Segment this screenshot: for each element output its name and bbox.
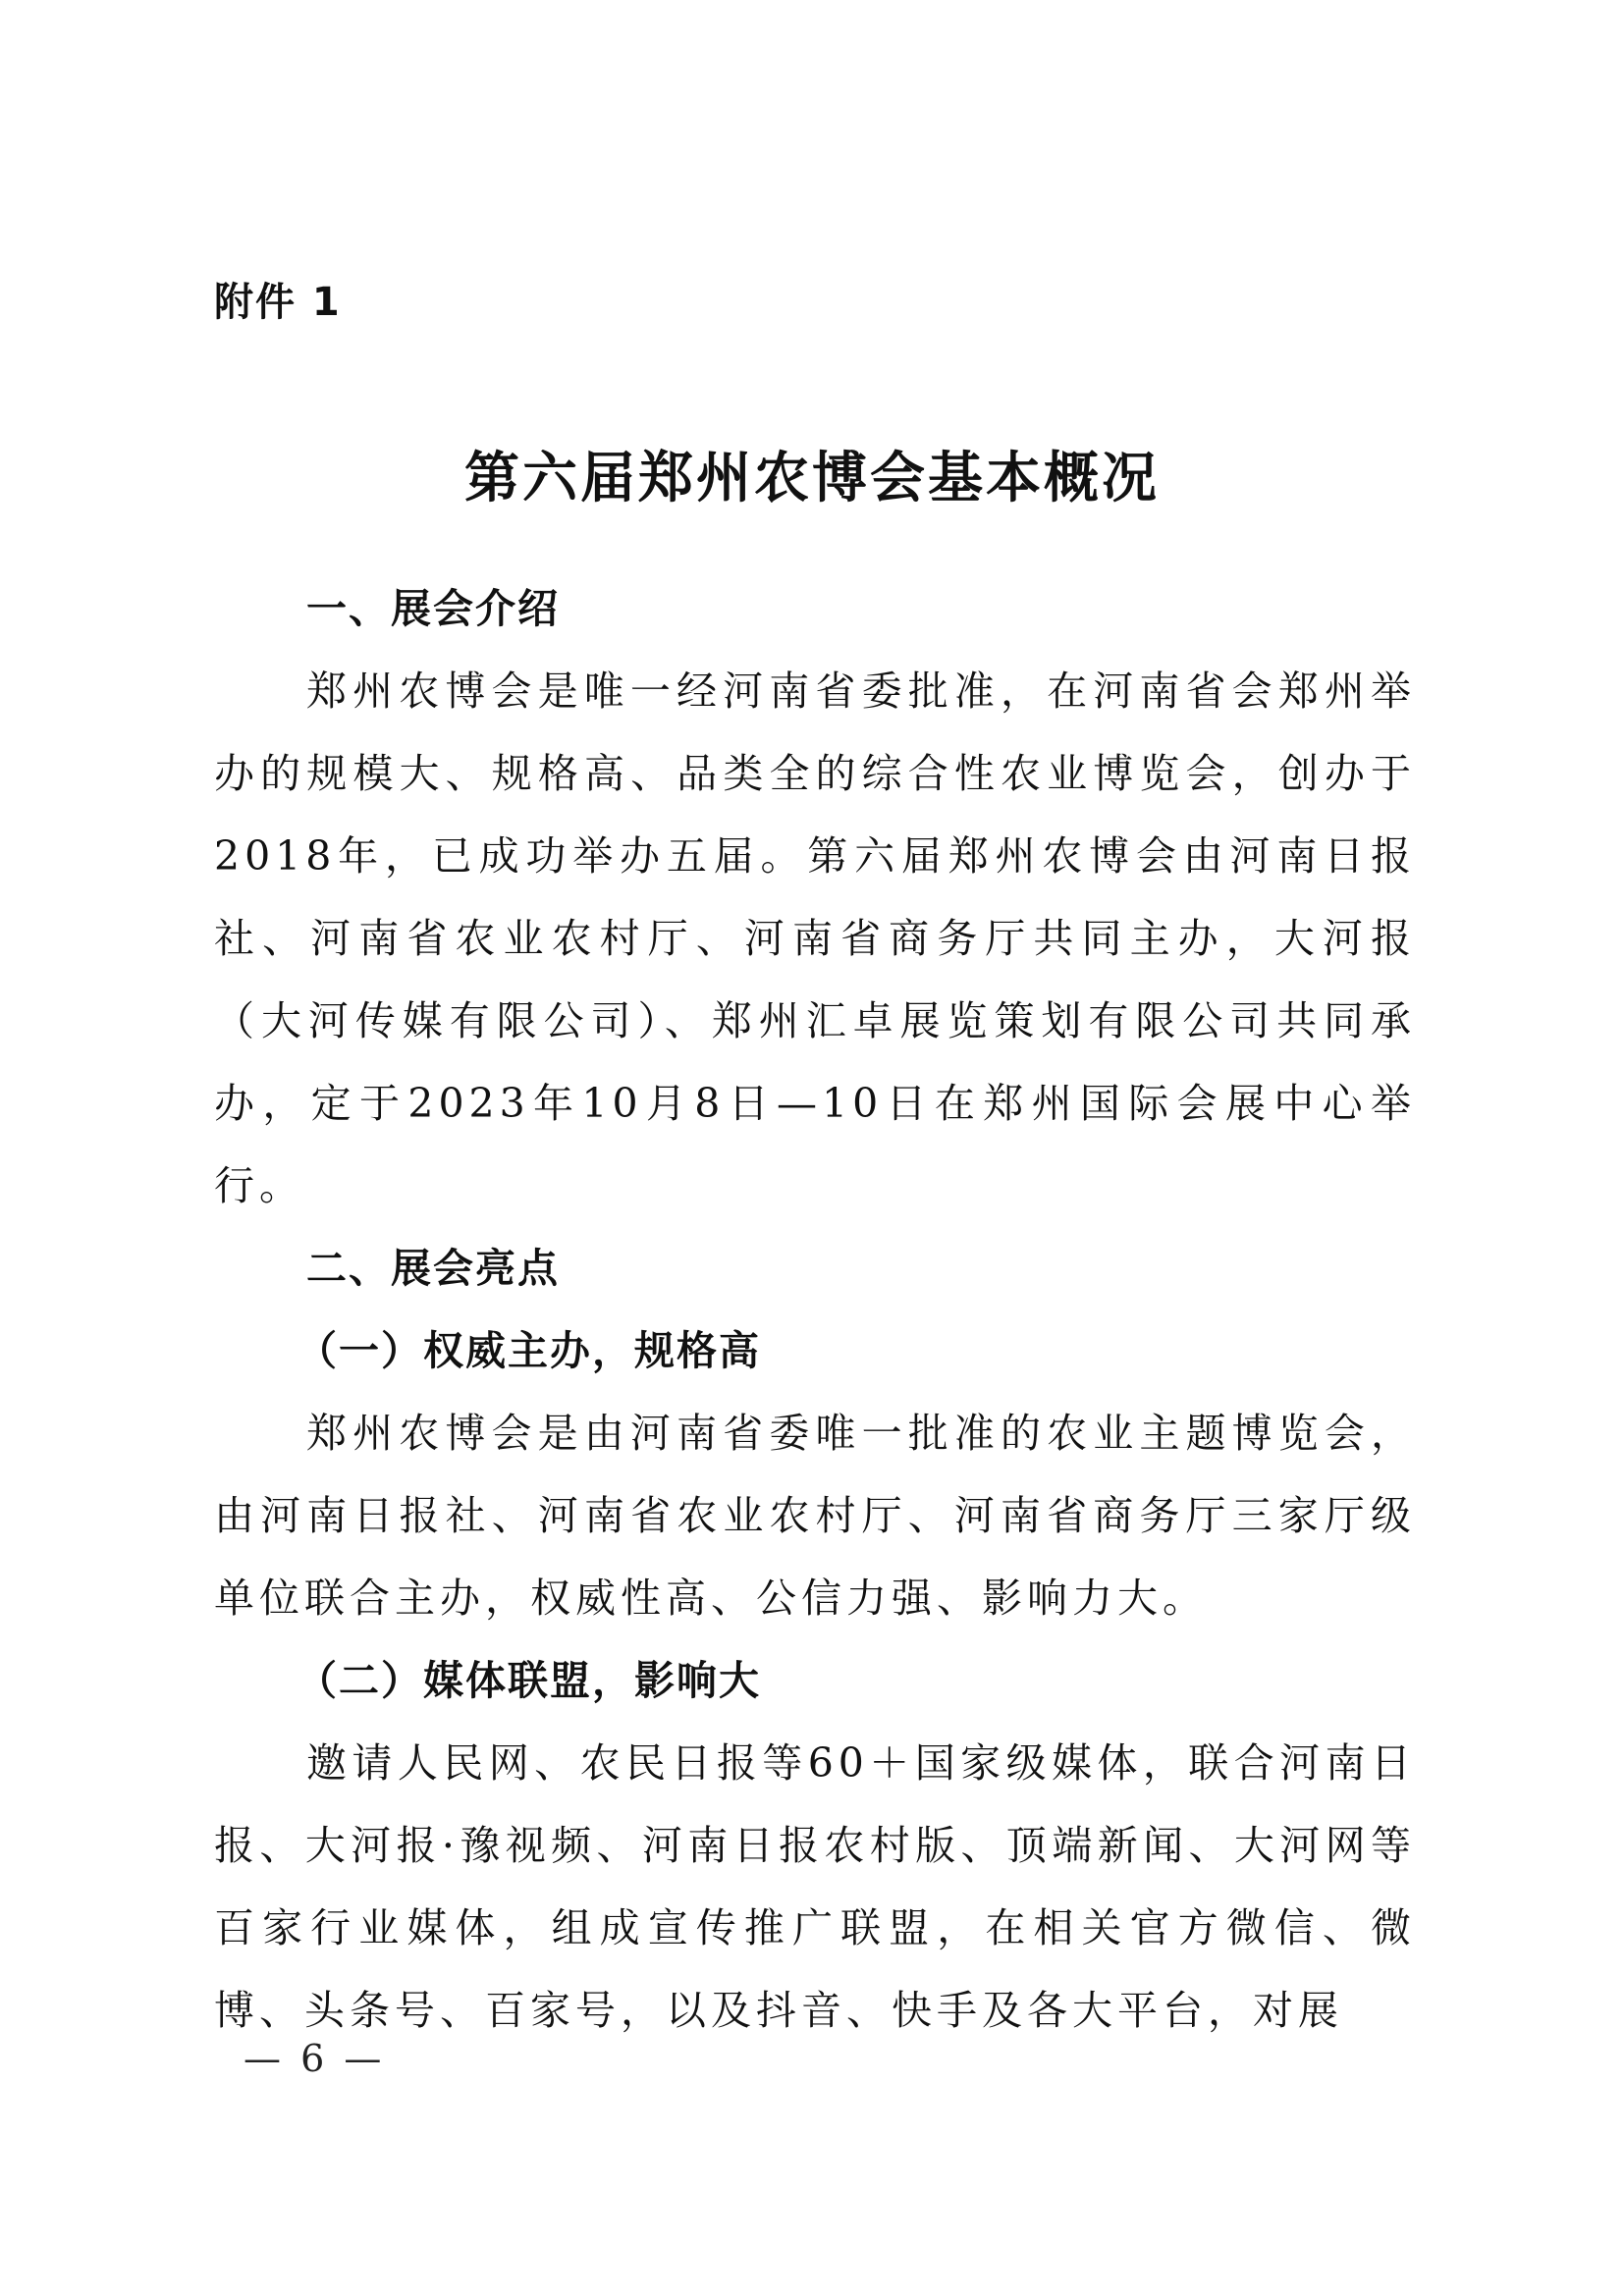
attachment-label: 附件 1 (214, 280, 342, 325)
section-heading-introduction: 一、展会介绍 (306, 585, 560, 632)
subsection-heading-authority: （一）权威主办，规格高 (297, 1327, 761, 1374)
introduction-paragraph: 郑州农博会是唯一经河南省委批准，在河南省会郑州举办的规模大、规格高、品类全的综合性农业博览会，创办于2018年，已成功举办五届。第六届郑州农博会由河南日报社、河南省农业农村厅、河南省商务厅共同主办，大河报（大河传媒有限公司）、郑州汇卓展览策划有限公司共同承办，定于2023年10月8日—10日在郑州国际会展中心举行。 (214, 667, 1416, 1209)
page-number: — 6 — (244, 2037, 386, 2080)
subsection-heading-media: （二）媒体联盟，影响大 (297, 1657, 761, 1704)
authority-paragraph: 郑州农博会是由河南省委唯一批准的农业主题博览会，由河南日报社、河南省农业农村厅、河南省商务厅三家厅级单位联合主办，权威性高、公信力强、影响力大。 (214, 1410, 1416, 1622)
section-heading-highlights: 二、展会亮点 (306, 1245, 560, 1292)
document-body (214, 567, 1416, 2052)
document-title: 第六届郑州农博会基本概况 (464, 446, 1160, 510)
media-paragraph: 邀请人民网、农民日报等60＋国家级媒体，联合河南日报、大河报·豫视频、河南日报农村版、顶端新闻、大河网等百家行业媒体，组成宣传推广联盟，在相关官方微信、微博、头条号、百家号，以及抖音、快手及各大平台，对展 (214, 1739, 1416, 2034)
